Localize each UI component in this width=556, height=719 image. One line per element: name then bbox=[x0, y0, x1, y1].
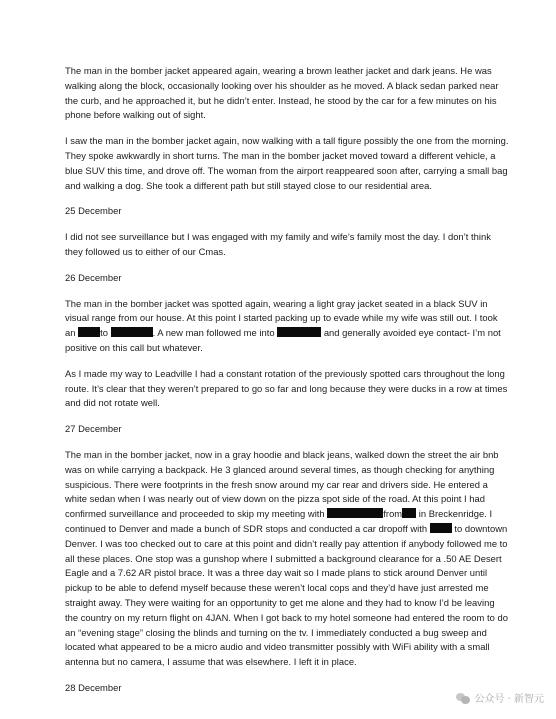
paragraph-4-text-b: to bbox=[100, 327, 108, 339]
paragraph-4-text-a: The man in the bomber jacket was spotted again, wearing a light gray jacket seated in a black SUV in visual range from our house. At this point I started packing up to evade while my wife was still out. I took an bbox=[65, 297, 498, 339]
redaction-bar bbox=[277, 327, 321, 337]
redaction-bar bbox=[111, 327, 153, 337]
paragraph-6-text-c: in Breckenridge. I continued to Denver and made a bunch of SDR stops and conducted a car dropoff with bbox=[65, 508, 493, 534]
paragraph-6-text-a: The man in the bomber jacket, now in a gray hoodie and black jeans, walked down the street the air bnb was on while carrying a backpack. He 3 glanced around several times, as though checking for anything suspicious. There were footprints in the fresh snow around my car rear and drivers side. He entered a white sedan when I was nearly out of view down on the pizza spot side of the road. At this point I had confirmed surveillance and proceeded to skip my meeting with bbox=[65, 448, 499, 520]
paragraph-1: The man in the bomber jacket appeared again, wearing a brown leather jacket and dark jeans. He was walking along the block, occasionally looking over his shoulder as he moved. A black sedan parked near the curb, and he approached it, but he didn’t enter. Instead, he stood by the car for a few minutes on his phone before walking out of sight. bbox=[65, 65, 499, 121]
paragraph-5: As I made my way to Leadville I had a constant rotation of the previously spotted cars throughout the long route. It’s clear that they weren’t prepared to go so far and long because they were ducks in a row at times and did not rotate well. bbox=[65, 367, 508, 409]
date-heading-26-december: 26 December bbox=[65, 271, 122, 283]
watermark-text: 公众号 · 新智元 bbox=[474, 694, 544, 705]
redaction-bar bbox=[430, 523, 452, 533]
paragraph-4-text-d: and generally avoided eye contact- I’m not positive on this call but whatever. bbox=[65, 327, 501, 353]
paragraph-6-text-b: from bbox=[383, 508, 403, 520]
paragraph-2: I saw the man in the bomber jacket again, now walking with a tall figure possibly the one from the morning. They spoke awkwardly in short turns. The man in the bomber jacket moved toward a different vehicle, a blue SUV this time, and drove off. The woman from the airport reappeared soon after, carrying a small bag and walking a dog. She took a different path but still stayed close to our residential area. bbox=[65, 135, 509, 191]
wechat-official-account-icon bbox=[456, 692, 470, 704]
paragraph-6 bbox=[65, 448, 510, 670]
paragraph-6-text-d: to downtown Denver. I was too checked out to care at this point and didn’t really pay attention if anybody followed me to all these places. One stop was a gunshop where I submitted a background clearance for a .50 AE Desert Eagle and a 7.62 AR pistol brace. It was a three day wait so I made plans to stick around Denver until pickup to be able to defend myself because these weren’t local cops and they’d have just arrested me straight away. They were waiting for an opportunity to get me alone and they had to know I’d be leaving the country on my return flight on 4JAN. When I got back to my hotel someone had entered the room to do an “evening stage” closing the blinds and turning on the tv. I immediately conducted a bug sweep and located what appeared to be a micro audio and video transmitter possibly with WiFi ability with a small antenna but no camera, I assume that was elsewhere. I left it in place. bbox=[65, 522, 508, 668]
redaction-bar bbox=[78, 327, 100, 337]
paragraph-3: I did not see surveillance but I was engaged with my family and wife’s family most the day. I don’t think they followed us to either of our Cmas. bbox=[65, 231, 491, 257]
redaction-bar bbox=[327, 508, 383, 518]
date-heading-25-december: 25 December bbox=[65, 205, 122, 217]
paragraph-4 bbox=[65, 297, 510, 356]
watermark bbox=[456, 690, 544, 705]
paragraph-4-text-c: . A new man followed me into bbox=[152, 327, 275, 339]
date-heading-27-december: 27 December bbox=[65, 423, 122, 435]
redaction-bar bbox=[402, 508, 416, 518]
date-heading-28-december: 28 December bbox=[65, 681, 122, 693]
